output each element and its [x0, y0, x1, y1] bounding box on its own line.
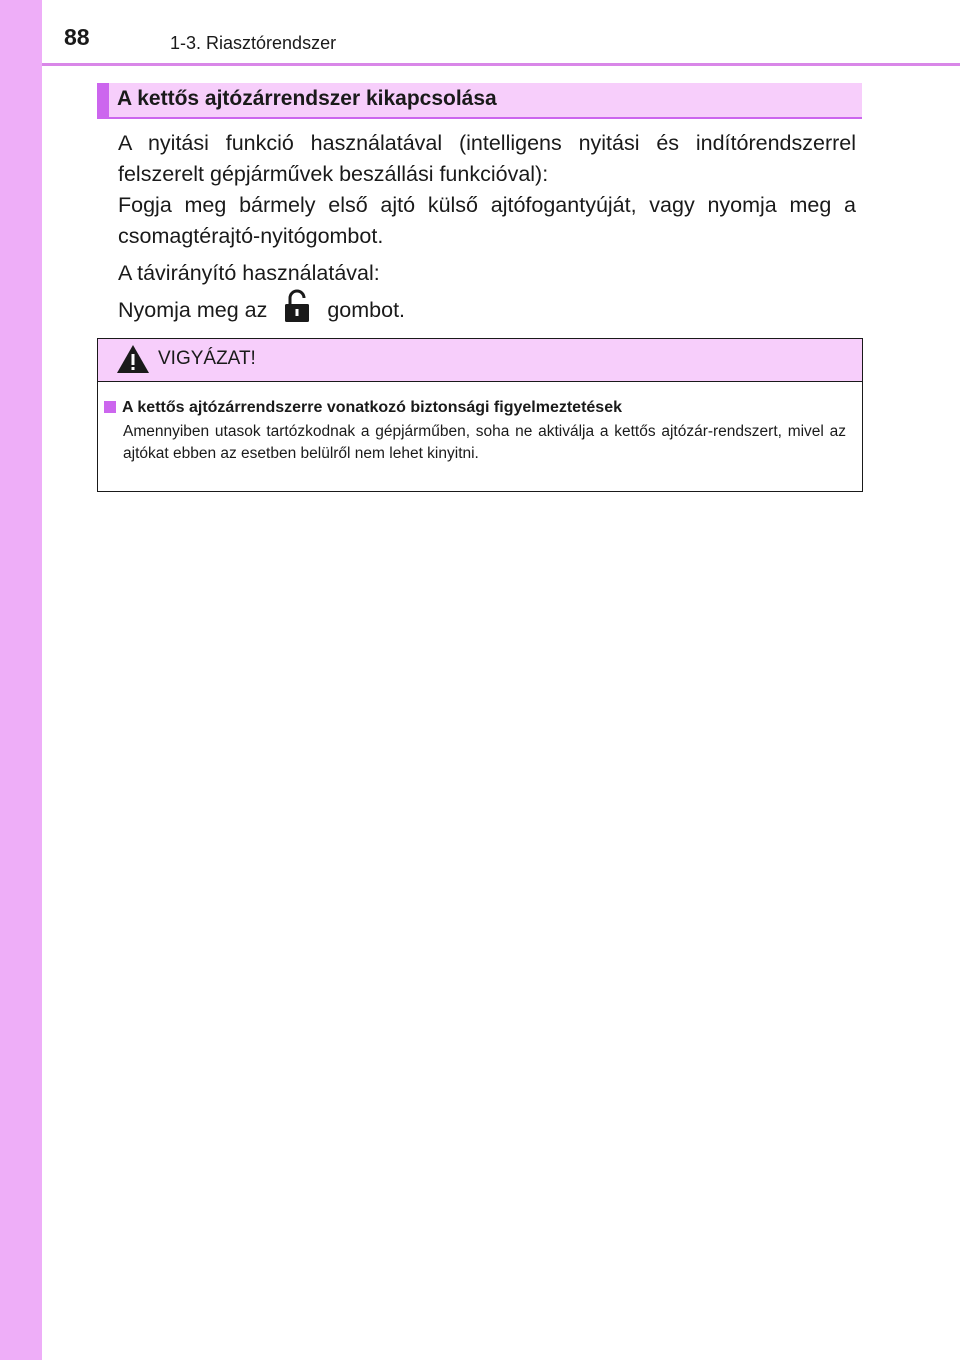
unlock-icon	[279, 289, 315, 323]
entry-function-intro: A nyitási funkció használatával (intelligens nyitási és indítórendszerrel felszerelt gépjárművek beszállási funkcióval):	[118, 131, 856, 186]
warning-label: VIGYÁZAT!	[158, 348, 256, 369]
section-heading: A kettős ajtózárrendszer kikapcsolása	[97, 83, 862, 119]
body-paragraph-entry-function	[118, 128, 856, 252]
body-paragraph-remote	[118, 258, 856, 326]
square-bullet-icon	[104, 401, 116, 413]
warning-content	[104, 397, 846, 465]
warning-subheading-text: A kettős ajtózárrendszerre vonatkozó biztonsági figyelmeztetések	[122, 399, 622, 416]
remote-instruction	[118, 289, 856, 326]
chapter-title: 1-3. Riasztórendszer	[170, 33, 337, 53]
side-color-band	[0, 0, 42, 1360]
warning-header	[98, 339, 862, 382]
remote-instruction-start: Nyomja meg az	[118, 298, 268, 322]
remote-instruction-end: gombot.	[327, 298, 406, 322]
warning-box	[97, 338, 863, 492]
warning-text: Amennyiben utasok tartózkodnak a gépjárműben, soha ne aktiválja a kettős ajtózár-rendszert, mivel az ajtókat ebben az esetben belülről nem lehet kinyitni.	[123, 423, 846, 462]
warning-triangle-icon	[116, 344, 150, 374]
entry-function-instruction: Fogja meg bármely első ajtó külső ajtófogantyúját, vagy nyomja meg a csomagtérajtó-nyitógombot.	[118, 193, 856, 248]
page-number: 88	[64, 24, 90, 50]
remote-intro: A távirányító használatával:	[118, 261, 380, 285]
warning-subheading	[104, 397, 846, 419]
header-divider	[42, 63, 960, 66]
